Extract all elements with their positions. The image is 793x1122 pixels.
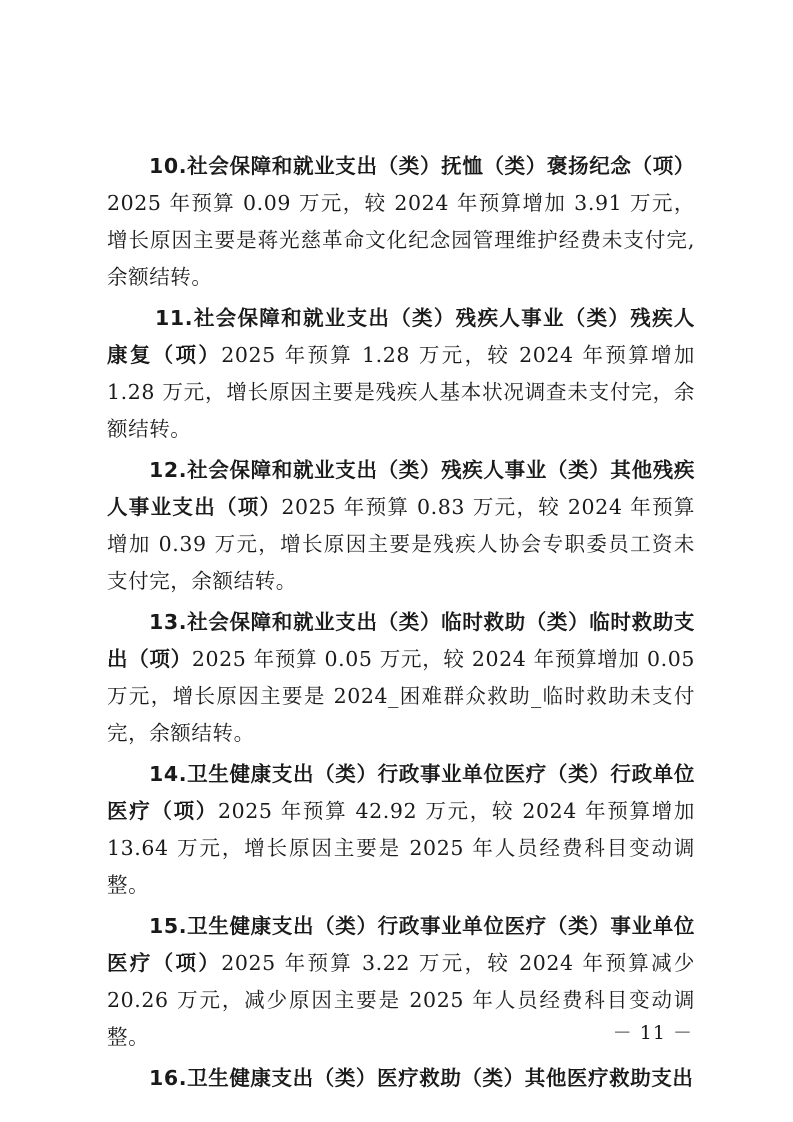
paragraph-heading: 12.社会保障和就业支出（类）残疾人事业（类）其他残疾人事业支出（项）: [107, 458, 695, 519]
paragraph-heading: 10.社会保障和就业支出（类）抚恤（类）褒扬纪念（项）: [149, 154, 695, 178]
paragraph-text: 2025 年预算 42.92 万元，较 2024 年预算增加 13.64 万元，增长原因主要是 2025 年人员经费科目变动调整。: [107, 799, 695, 897]
paragraph-13: [107, 604, 695, 752]
paragraph-12: [107, 452, 695, 600]
paragraph-heading: 16.卫生健康支出（类）医疗救助（类）其他医疗救助支出: [149, 1066, 694, 1090]
paragraph-text: 2025 年预算 1.28 万元，较 2024 年预算增加 1.28 万元，增长原因主要是残疾人基本状况调查未支付完，余额结转。: [107, 343, 696, 441]
paragraph-heading: 14.卫生健康支出（类）行政事业单位医疗（类）行政单位医疗（项）: [107, 762, 695, 823]
paragraph-heading: 11.社会保障和就业支出（类）残疾人事业（类）残疾人康复（项）: [107, 306, 695, 367]
paragraph-text: 2025 年预算 3.22 万元，较 2024 年预算减少 20.26 万元，减少原因主要是 2025 年人员经费科目变动调整。: [107, 951, 696, 1049]
page-body: [107, 148, 695, 1101]
paragraph-11: [107, 300, 695, 448]
paragraph-heading: 15.卫生健康支出（类）行政事业单位医疗（类）事业单位医疗（项）: [107, 914, 695, 975]
paragraph-text: 2025 年预算 0.09 万元，较 2024 年预算增加 3.91 万元，增长原因主要是蒋光慈革命文化纪念园管理维护经费未支付完,余额结转。: [107, 191, 695, 289]
paragraph-heading: 13.社会保障和就业支出（类）临时救助（类）临时救助支出（项）: [107, 610, 695, 671]
paragraph-text: 2025 年预算 0.83 万元，较 2024 年预算增加 0.39 万元，增长原因主要是残疾人协会专职委员工资未支付完，余额结转。: [107, 495, 695, 593]
paragraph-16: [107, 1060, 695, 1097]
page-number: － 11 －: [612, 1022, 693, 1044]
paragraph-text: 2025 年预算 0.05 万元，较 2024 年预算增加 0.05 万元，增长原因主要是 2024_困难群众救助_临时救助未支付完，余额结转。: [107, 647, 695, 745]
paragraph-15: [107, 908, 695, 1056]
paragraph-10: [107, 148, 695, 296]
paragraph-14: [107, 756, 695, 904]
